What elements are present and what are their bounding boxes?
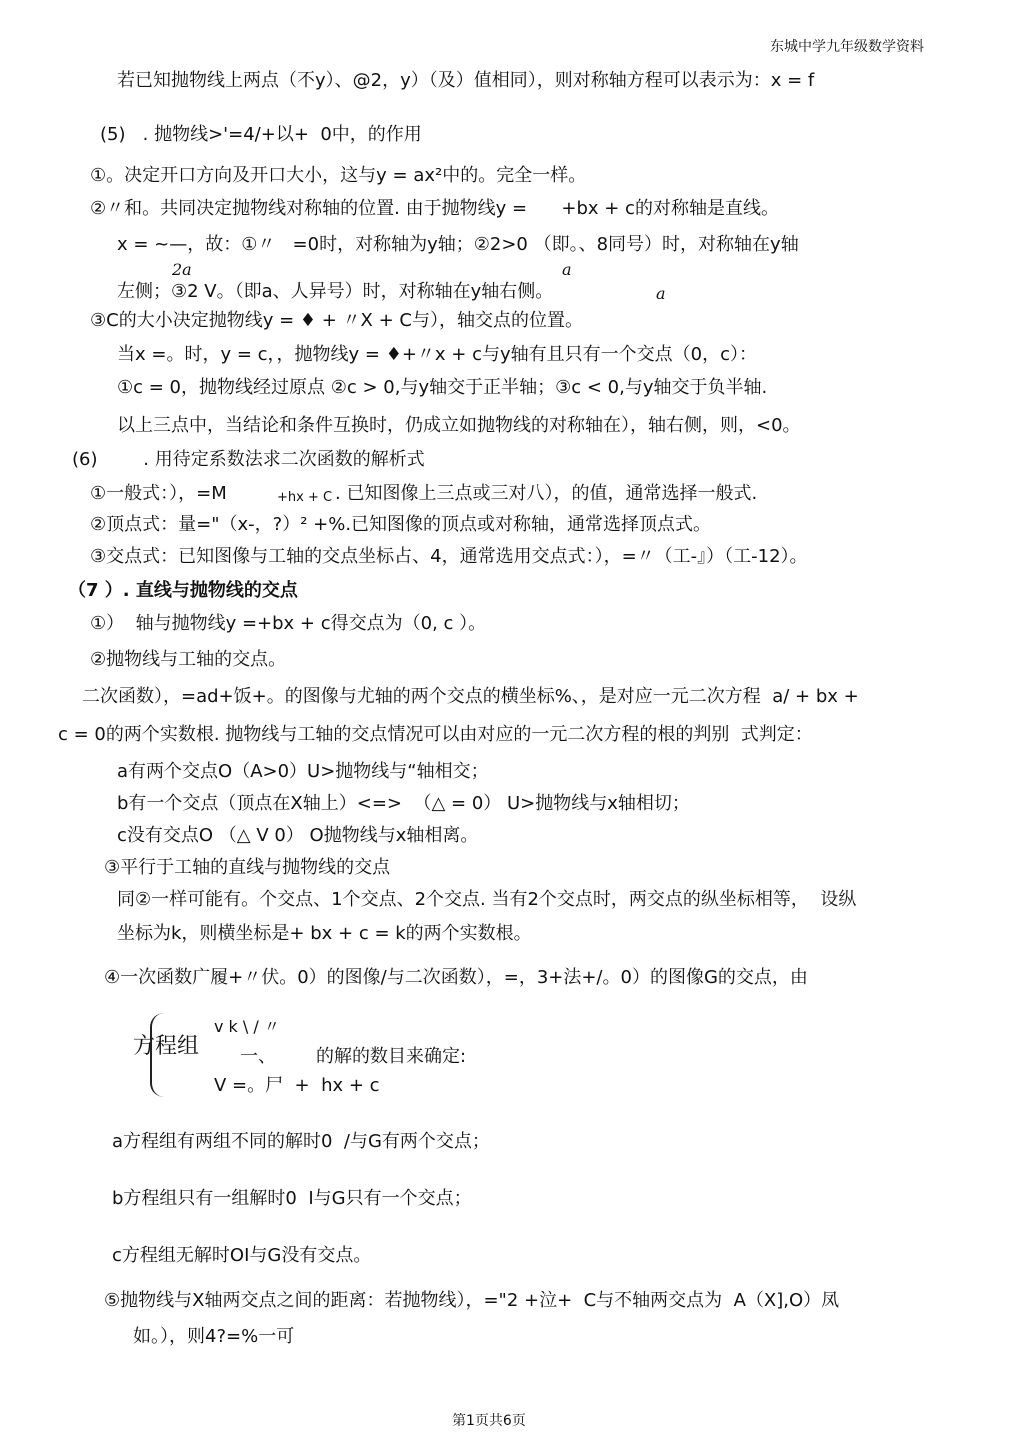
formula-denominator: 2a — [172, 260, 192, 279]
text-line: 坐标为k，则横坐标是+ bx + c = k的两个实数根。 — [117, 923, 532, 944]
text-line: c = 0的两个实数根. 抛物线与工轴的交点情况可以由对应的一元二次方程的根的判别 式判定： — [58, 724, 813, 745]
text-line: ②顶点式：量="（x-，?）² +%.已知图像的顶点或对称轴，通常选择顶点式。 — [90, 514, 712, 535]
equation-system-label: 方程组 — [133, 1034, 200, 1059]
section-heading-5: (5) . 抛物线>'=4/+以+ 0中，的作用 — [100, 124, 422, 145]
text-line: ⑤抛物线与X轴两交点之间的距离：若抛物线），="2 +泣+ C与不轴两交点为 A（X],O）凤 — [104, 1290, 840, 1311]
formula-subscript: +hx + C — [277, 490, 333, 505]
text-line: 左侧；③2 V。（即a、人异号）时，对称轴在y轴右侧。 — [117, 281, 554, 302]
text-line: ③交点式：已知图像与工轴的交点坐标占、4，通常选用交点式：），=〃（工-』）（工-12）。 — [90, 546, 808, 567]
text-line: c没有交点O （△ V 0） O抛物线与x轴相离。 — [117, 825, 479, 846]
text-line: ①一般式：），=M — [90, 483, 227, 504]
text-line: a方程组有两组不同的解时0 /与G有两个交点； — [112, 1131, 490, 1152]
text-line: ③C的大小决定抛物线y = ♦ + 〃X + C与），轴交点的位置。 — [90, 310, 583, 331]
page-number: 第1页共6页 — [452, 1413, 526, 1429]
text-line: . 已知图像上三点或三对八），的值，通常选择一般式. — [335, 483, 758, 504]
text-line: 二次函数），=ad+饭+。的图像与尤轴的两个交点的横坐标%、，是对应一元二次方程 a/ + bx + — [82, 686, 859, 707]
section-heading-6: (6) . 用待定系数法求二次函数的解析式 — [72, 449, 425, 470]
text-line: 如。），则4?=%一可 — [133, 1326, 295, 1347]
section-heading-7: （7 ）. 直线与抛物线的交点 — [68, 580, 298, 601]
formula-letter: a — [656, 284, 666, 303]
text-line: 一、 的解的数目来确定: — [240, 1046, 467, 1067]
text-line: 若已知抛物线上两点（不y）、@2，y）（及）值相同），则对称轴方程可以表示为：x = f — [117, 70, 815, 91]
text-line: ①。决定开口方向及开口大小，这与y = ax²中的。完全一样。 — [90, 165, 587, 186]
text-line: x = ~—，故：①〃 =0时，对称轴为y轴；②2>0 （即。、8同号）时，对称轴在y轴 — [117, 234, 799, 255]
text-line: ②〃和。共同决定抛物线对称轴的位置. 由于抛物线y = +bx + c的对称轴是直线。 — [90, 198, 779, 219]
header-school: 东城中学九年级数学资料 — [770, 39, 924, 55]
text-line: ③平行于工轴的直线与抛物线的交点 — [104, 857, 391, 878]
equation-system-bottom: V =。尸 + hx + c — [214, 1075, 380, 1096]
formula-denominator: a — [562, 260, 572, 279]
brace-icon — [150, 1013, 164, 1097]
text-line: ①） 轴与抛物线y =+bx + c得交点为（0, c ）。 — [90, 613, 487, 634]
text-line: c方程组无解时OI与G没有交点。 — [112, 1245, 372, 1266]
text-line: a有两个交点O（A>0）U>抛物线与“轴相交； — [117, 761, 489, 782]
text-line: ②抛物线与工轴的交点。 — [90, 649, 287, 670]
text-line: 以上三点中，当结论和条件互换时，仍成立如抛物线的对称轴在），轴右侧，则，<0。 — [117, 415, 801, 436]
text-line: ④一次函数广履+〃伏。0）的图像/与二次函数），=，3+法+/。0）的图像G的交点，由 — [104, 967, 808, 988]
text-line: b方程组只有一组解时0 I与G只有一个交点； — [112, 1188, 472, 1209]
text-line: 同②一样可能有。个交点、1个交点、2个交点. 当有2个交点时，两交点的纵坐标相等， 设纵 — [117, 889, 857, 910]
equation-system-top: v k \ / 〃 — [214, 1017, 280, 1036]
text-line: 当x =。时，y = c，，抛物线y = ♦+〃x + c与y轴有且只有一个交点（0，c）： — [117, 344, 757, 365]
text-line: b有一个交点（顶点在X轴上）<=> （△ = 0） U>抛物线与x轴相切； — [117, 793, 690, 814]
text-line: ①c = 0，抛物线经过原点 ②c > 0,与y轴交于正半轴；③c < 0,与y轴交于负半轴. — [117, 377, 768, 398]
